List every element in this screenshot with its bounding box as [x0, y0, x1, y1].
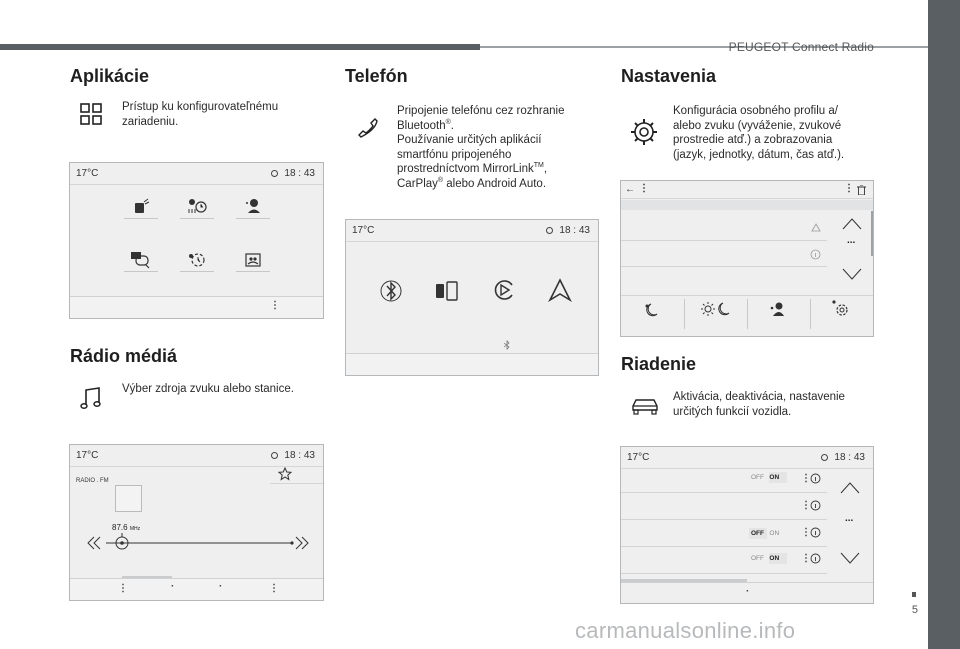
- back-arrow-icon[interactable]: ←: [625, 184, 635, 195]
- apps-screen: [69, 162, 324, 319]
- header-title: PEUGEOT Connect Radio: [728, 40, 874, 54]
- scroll-up-icon[interactable]: [841, 217, 863, 231]
- toggle-3[interactable]: OFF ON: [751, 555, 780, 562]
- radio-menu-icon[interactable]: ⋮: [118, 583, 128, 594]
- vehicle-dot[interactable]: ·: [746, 586, 750, 597]
- riadenie-description: Aktivácia, deaktivácia, nastavenie určitých funkcií vozidla.: [673, 391, 845, 418]
- status-bar: [70, 445, 323, 467]
- trash-icon[interactable]: [857, 185, 866, 195]
- top-rule: [0, 44, 480, 50]
- watermark: carmanualsonline.info: [575, 618, 796, 643]
- radio-dot-2[interactable]: ·: [219, 581, 223, 592]
- star-icon[interactable]: [278, 467, 292, 481]
- status-temperature: 17°C: [76, 168, 99, 179]
- radio-more-icon[interactable]: ⋮: [269, 583, 279, 594]
- row-3-info-icon[interactable]: [810, 527, 821, 538]
- radio-description: Výber zdroja zvuku alebo stanice.: [122, 383, 294, 395]
- android-auto-icon[interactable]: [548, 278, 572, 302]
- phone-screen: [345, 219, 599, 376]
- radio-footer: [70, 578, 323, 600]
- radio-dot-1[interactable]: ·: [171, 581, 175, 592]
- row-1-info-icon[interactable]: [810, 473, 821, 484]
- row-1-menu-icon[interactable]: ⋮: [801, 473, 811, 484]
- status-bar: [621, 447, 873, 469]
- app-icon-4[interactable]: [130, 251, 152, 269]
- app-icon-3[interactable]: [244, 197, 262, 215]
- phone-footer: [346, 353, 598, 375]
- station-artwork: [115, 485, 142, 512]
- section-title-telefon: Telefón: [345, 66, 408, 86]
- row-4-menu-icon[interactable]: ⋮: [801, 553, 811, 564]
- status-clock: 18 : 43: [271, 450, 315, 461]
- vehicle-scroll-up-icon[interactable]: [839, 481, 861, 495]
- profile-icon[interactable]: [769, 301, 785, 317]
- status-bar: [70, 163, 323, 185]
- telefon-description: Pripojenie telefónu cez rozhranie Bluetooth®. Používanie určitých aplikácií smartfónu pripojeného prostredníctvom MirrorLink™, CarPlay® alebo Android Auto.: [397, 105, 565, 190]
- settings-more-icon[interactable]: ⋮: [844, 183, 854, 194]
- section-title-aplikacie: Aplikácie: [70, 66, 150, 86]
- status-temperature: 17°C: [627, 452, 650, 463]
- status-clock: 18 : 43: [546, 225, 590, 236]
- scrollbar[interactable]: [871, 211, 874, 256]
- status-temperature: 17°C: [352, 225, 375, 236]
- section-title-nastavenia: Nastavenia: [621, 66, 717, 86]
- radio-band: RADIO . FM: [76, 478, 109, 484]
- info-icon: [810, 249, 821, 260]
- settings-menu-icon[interactable]: ⋮: [639, 183, 649, 194]
- vehicle-scroll-more-icon[interactable]: ...: [845, 513, 854, 524]
- settings-screen: [620, 180, 874, 337]
- app-icon-2[interactable]: [186, 197, 208, 215]
- app-icon-1[interactable]: [132, 197, 150, 215]
- mirror-screen-icon[interactable]: [434, 280, 460, 302]
- nastavenia-description: Konfigurácia osobného profilu a/ alebo zvuku (vyváženie, zvukové prostredie atď.) a zobrazovania (jazyk, jednotky, dátum, čas atď.).: [673, 105, 845, 161]
- vehicle-scroll-down-icon[interactable]: [839, 551, 861, 565]
- row-2-info-icon[interactable]: [810, 500, 821, 511]
- frequency-slider[interactable]: [86, 533, 310, 553]
- status-bar: [346, 220, 598, 242]
- settings-gear-icon[interactable]: [831, 299, 849, 317]
- page-number: 5: [911, 604, 918, 616]
- status-clock: 18 : 43: [271, 168, 315, 179]
- grid-apps-icon: [80, 103, 102, 125]
- car-icon: [630, 396, 660, 416]
- radio-screen: [69, 444, 324, 601]
- page-mark: [912, 592, 916, 597]
- phone-icon: [356, 116, 378, 138]
- bluetooth-status-icon: [503, 340, 511, 350]
- gear-icon: [630, 118, 658, 146]
- aplikacie-description: Prístup ku konfigurovateľnému zariadeniu.: [122, 101, 279, 128]
- row-4-info-icon[interactable]: [810, 553, 821, 564]
- toggle-1[interactable]: OFF ON: [751, 474, 780, 481]
- settings-bar: [621, 181, 873, 199]
- section-title-radio: Rádio médiá: [70, 346, 178, 366]
- row-2-menu-icon[interactable]: ⋮: [801, 500, 811, 511]
- more-menu-icon[interactable]: ⋮: [270, 300, 280, 311]
- status-temperature: 17°C: [76, 450, 99, 461]
- carplay-icon[interactable]: [492, 278, 516, 302]
- scroll-down-icon[interactable]: [841, 267, 863, 281]
- vehicle-screen: [620, 446, 874, 604]
- row-3-menu-icon[interactable]: ⋮: [801, 527, 811, 538]
- status-clock: 18 : 43: [821, 452, 865, 463]
- bluetooth-icon[interactable]: [380, 278, 402, 304]
- section-title-riadenie: Riadenie: [621, 354, 697, 374]
- frequency: 87.6 MHz: [112, 523, 141, 532]
- scroll-more-icon[interactable]: ...: [847, 235, 856, 246]
- brightness-icon[interactable]: [701, 301, 731, 317]
- app-icon-5[interactable]: [187, 251, 207, 269]
- apps-footer: [70, 296, 323, 318]
- toggle-2[interactable]: OFF ON: [751, 530, 780, 537]
- warning-icon: [811, 223, 821, 232]
- side-bar: [928, 0, 960, 649]
- app-icon-6[interactable]: [244, 251, 262, 269]
- night-mode-icon[interactable]: [643, 302, 659, 318]
- music-note-icon: [80, 386, 102, 410]
